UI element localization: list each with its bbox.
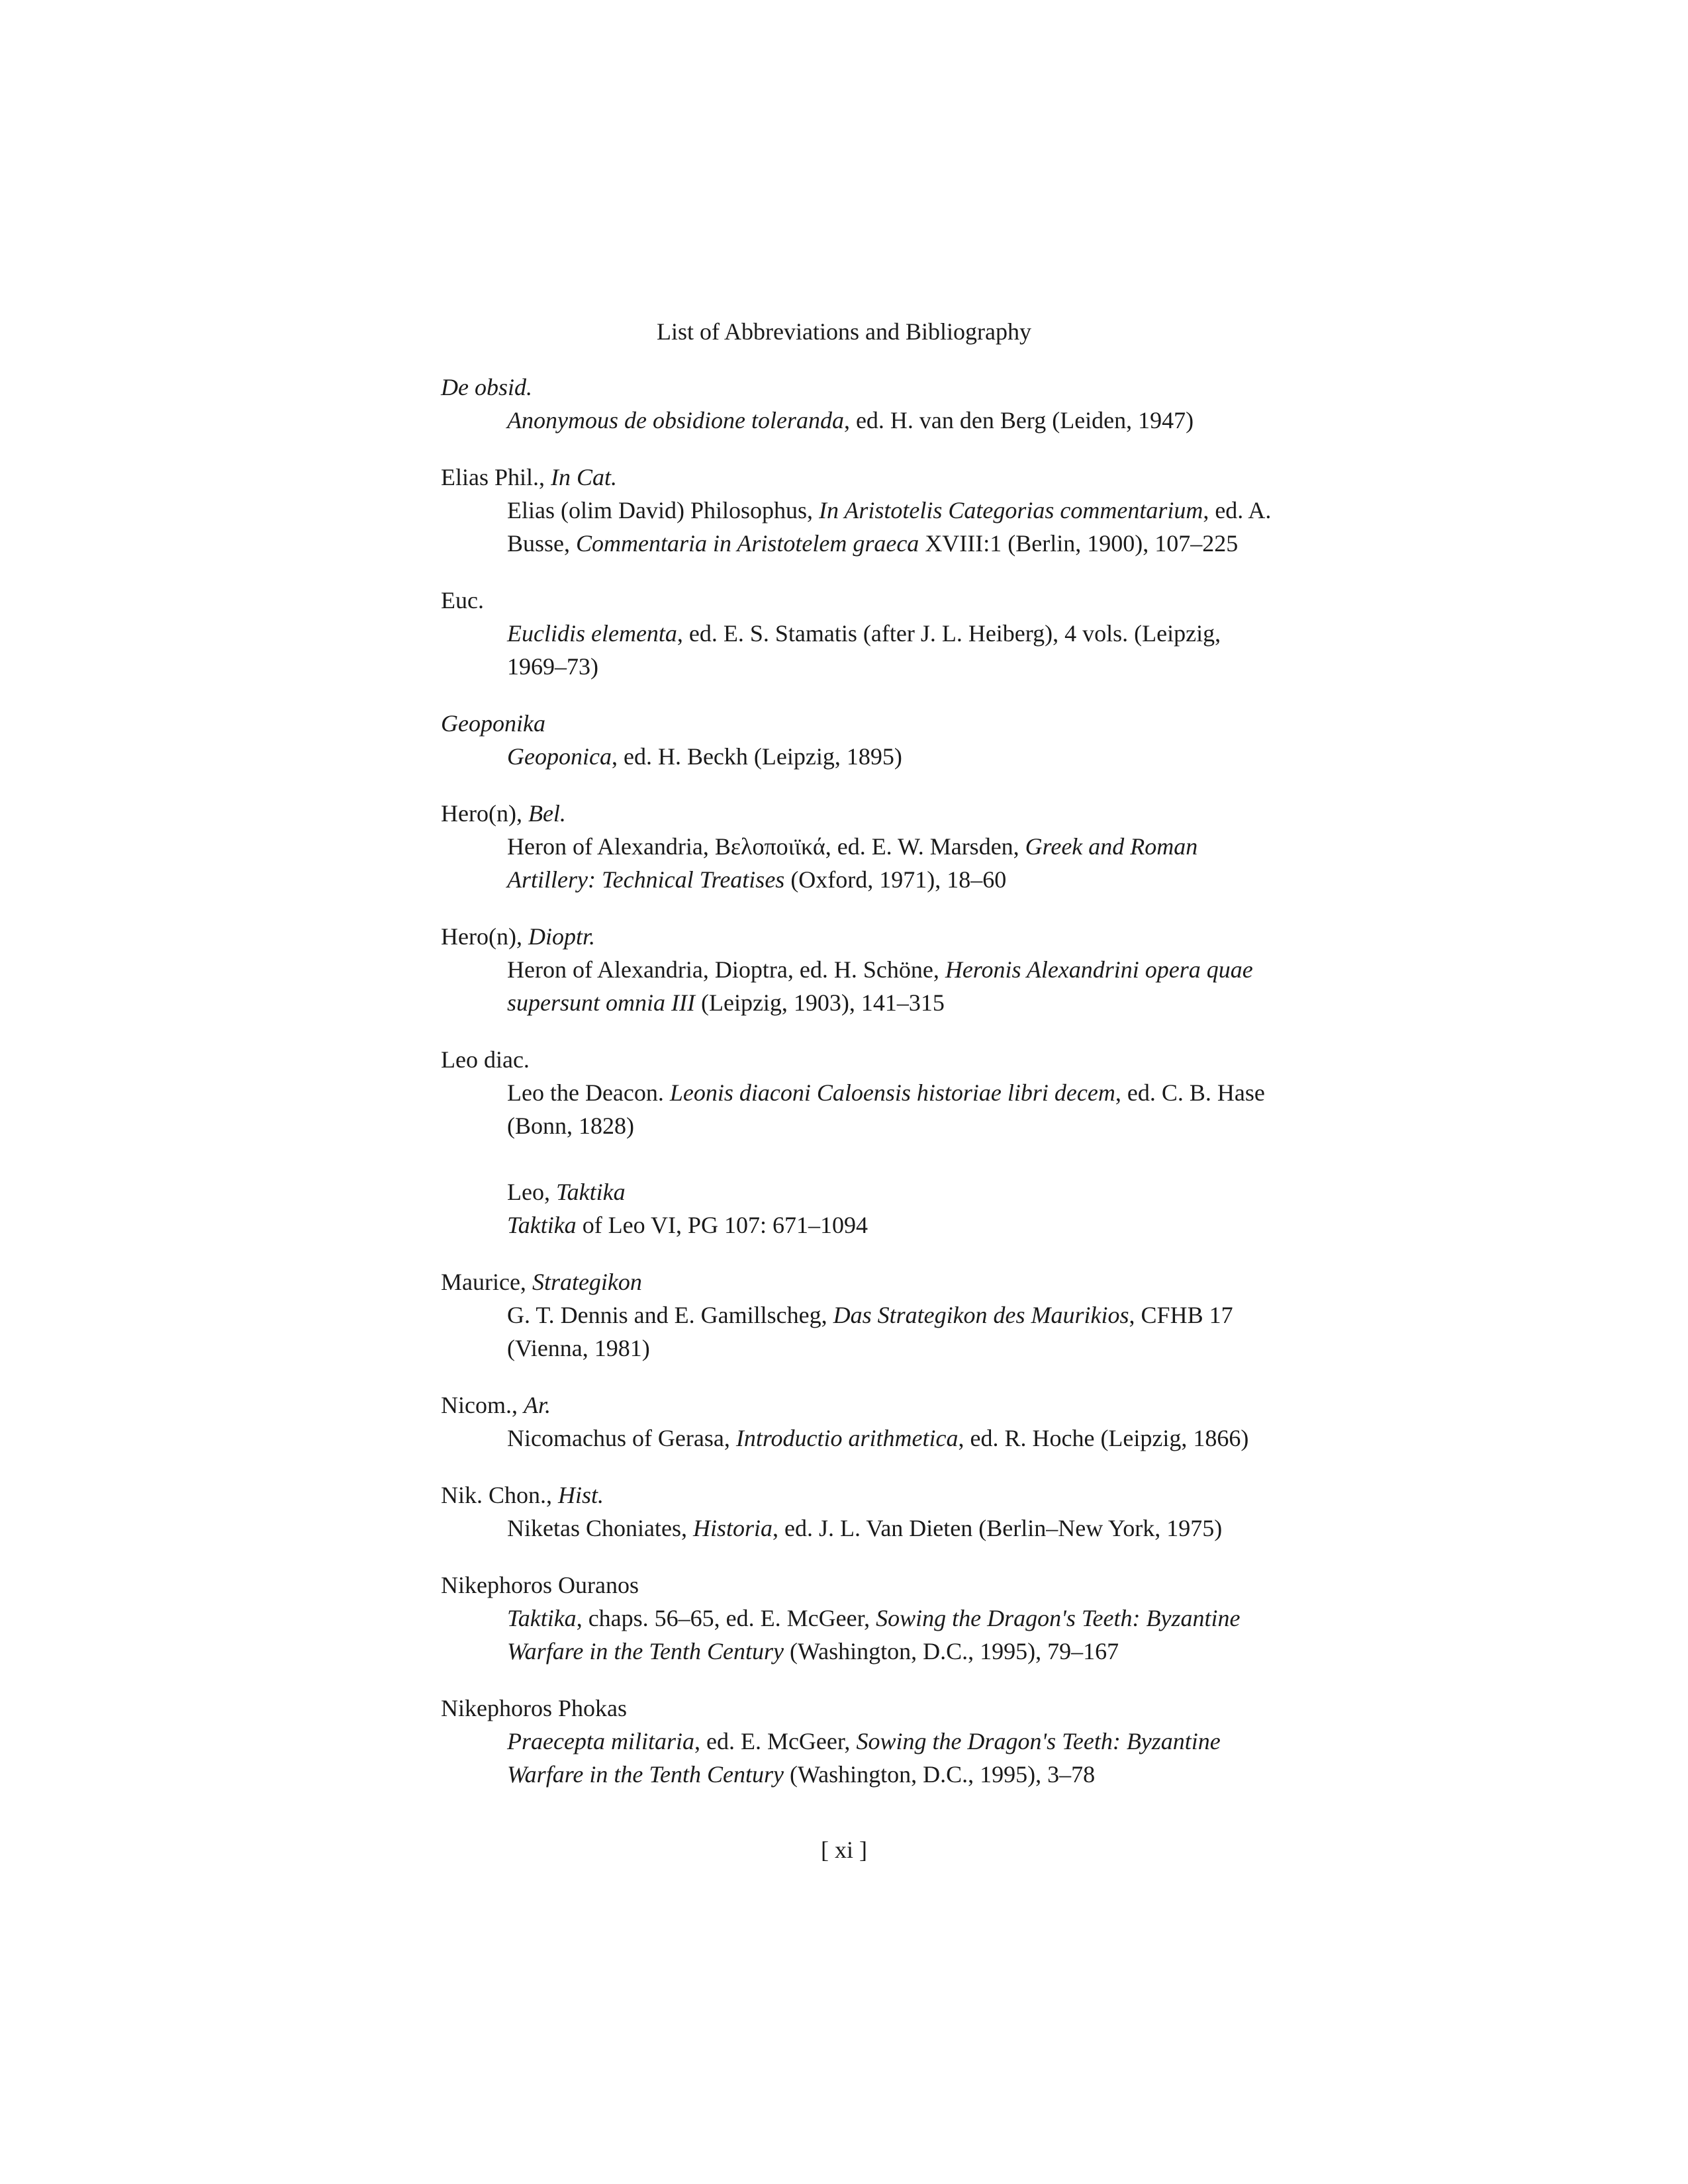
entry-citation-segment: Anonymous de obsidione toleranda	[507, 407, 844, 433]
entry-citation	[507, 617, 1282, 683]
entry-abbreviation-segment: Dioptr.	[528, 923, 595, 950]
entry-abbreviation	[441, 1692, 1282, 1725]
entry-citation	[507, 740, 1282, 773]
bibliography-entry	[441, 371, 1282, 437]
entry-citation-segment: Praecepta militaria	[507, 1728, 694, 1754]
entry-abbreviation-segment: Hero(n),	[441, 800, 528, 827]
entry-citation-segment: Taktika	[507, 1605, 577, 1631]
bibliography-entry	[441, 461, 1282, 560]
entry-abbreviation-segment: Ar.	[523, 1392, 551, 1418]
entry-citation-segment: Historia	[692, 1515, 773, 1541]
bibliography-entry	[441, 1265, 1282, 1365]
entry-citation	[507, 1512, 1282, 1545]
entry-abbreviation-segment: Taktika	[555, 1179, 626, 1205]
entry-abbreviation-segment: Leo diac.	[441, 1046, 530, 1073]
entry-citation	[507, 1602, 1282, 1668]
entry-citation-segment: , ed. E. McGeer,	[694, 1728, 857, 1754]
entry-citation-segment: Euclidis elementa	[507, 620, 677, 647]
entry-abbreviation	[441, 920, 1282, 953]
entry-citation-segment: Commentaria in Aristotelem graeca	[576, 530, 919, 557]
entry-citation	[507, 830, 1282, 896]
bibliography-entry	[441, 707, 1282, 773]
entry-citation	[507, 494, 1282, 560]
entry-citation-segment: Leo the Deacon.	[507, 1079, 670, 1106]
entry-citation-segment: Taktika	[507, 1212, 577, 1238]
entry-citation	[507, 1725, 1282, 1791]
bibliography-list	[441, 371, 1282, 1815]
entry-abbreviation	[441, 1043, 1282, 1076]
entry-citation-segment: (Washington, D.C., 1995), 79–167	[784, 1638, 1119, 1664]
entry-abbreviation	[441, 1388, 1282, 1422]
bibliography-entry	[441, 1692, 1282, 1791]
entry-citation-segment: , ed. H. Beckh (Leipzig, 1895)	[611, 743, 902, 770]
entry-citation-segment: , ed. H. van den Berg (Leiden, 1947)	[843, 407, 1194, 433]
bibliography-entry	[441, 1175, 1282, 1242]
entry-abbreviation-segment: Euc.	[441, 587, 484, 614]
bibliography-entry	[441, 1479, 1282, 1545]
bibliography-entry	[441, 1569, 1282, 1668]
entry-citation-segment: of Leo VI, PG 107: 671–1094	[576, 1212, 868, 1238]
entry-abbreviation-segment: Bel.	[528, 800, 566, 827]
entry-abbreviation-segment: Strategikon	[532, 1269, 642, 1295]
bibliography-entry	[441, 1388, 1282, 1455]
entry-citation-segment: Greek and Roman Artillery: Technical Treatises	[507, 833, 1198, 893]
entry-citation-segment: In Aristotelis Categorias commentarium	[819, 497, 1203, 523]
entry-abbreviation-segment: Nicom.,	[441, 1392, 524, 1418]
entry-citation-segment: Sowing the Dragon's Teeth: Byzantine Warfare in the Tenth Century	[507, 1728, 1221, 1788]
entry-citation-segment: G. T. Dennis and E. Gamillscheg,	[507, 1302, 833, 1328]
page-number: [ xi ]	[821, 1837, 867, 1863]
entry-citation-segment: , ed. R. Hoche (Leipzig, 1866)	[958, 1425, 1249, 1451]
bibliography-entry	[441, 1043, 1282, 1142]
entry-citation	[507, 1076, 1282, 1142]
entry-abbreviation	[441, 461, 1282, 494]
entry-abbreviation-segment: Nikephoros Phokas	[441, 1695, 627, 1721]
entry-abbreviation-segment: Nikephoros Ouranos	[441, 1572, 639, 1598]
entry-abbreviation	[441, 797, 1282, 830]
bibliography-entry	[441, 920, 1282, 1019]
entry-citation-segment: Sowing the Dragon's Teeth: Byzantine Warfare in the Tenth Century	[507, 1605, 1241, 1664]
bibliography-entry	[441, 797, 1282, 896]
entry-abbreviation-segment: Maurice,	[441, 1269, 532, 1295]
entry-citation-segment: Nicomachus of Gerasa,	[507, 1425, 736, 1451]
entry-citation-segment: , ed. J. L. Van Dieten (Berlin–New York, 1975)	[772, 1515, 1223, 1541]
entry-abbreviation	[441, 1569, 1282, 1602]
entry-abbreviation-segment: Leo,	[507, 1179, 556, 1205]
entry-citation-segment: , chaps. 56–65, ed. E. McGeer,	[576, 1605, 876, 1631]
running-head: List of Abbreviations and Bibliography	[657, 318, 1031, 345]
entry-citation-segment: , ed. E. S. Stamatis (after J. L. Heiberg), 4 vols. (Leipzig, 1969–73)	[507, 620, 1221, 680]
entry-citation	[507, 1298, 1282, 1365]
entry-abbreviation-segment: Hist.	[558, 1482, 604, 1508]
entry-citation-segment: , ed. A. Busse,	[507, 497, 1272, 557]
entry-abbreviation	[441, 707, 1282, 740]
entry-citation-segment: , CFHB 17 (Vienna, 1981)	[507, 1302, 1233, 1361]
entry-abbreviation	[507, 1175, 1282, 1208]
entry-abbreviation-segment: In Cat.	[551, 464, 618, 490]
entry-citation-segment: Introductio arithmetica	[735, 1425, 959, 1451]
entry-citation	[507, 1208, 1282, 1242]
entry-abbreviation-segment: Geoponika	[441, 710, 545, 737]
entry-abbreviation-segment: Hero(n),	[441, 923, 528, 950]
entry-citation-segment: XVIII:1 (Berlin, 1900), 107–225	[919, 530, 1239, 557]
entry-citation-segment: Das Strategikon des Maurikios	[833, 1302, 1129, 1328]
entry-abbreviation-segment: Elias Phil.,	[441, 464, 551, 490]
entry-citation	[507, 404, 1282, 437]
bibliography-entry	[441, 584, 1282, 683]
entry-citation-segment: Geoponica	[507, 743, 612, 770]
entry-citation-segment: (Leipzig, 1903), 141–315	[694, 989, 945, 1016]
entry-citation-segment: Leonis diaconi Caloensis historiae libri decem	[669, 1079, 1115, 1106]
entry-citation-segment: Heron of Alexandria, Dioptra, ed. H. Schöne,	[507, 956, 945, 983]
entry-abbreviation-segment: De obsid.	[441, 374, 532, 400]
entry-citation	[507, 953, 1282, 1019]
entry-citation-segment: Heronis Alexandrini opera quae supersunt omnia III	[507, 956, 1253, 1016]
entry-abbreviation	[441, 584, 1282, 617]
entry-citation-segment: Heron of Alexandria, Βελοποιϊκά, ed. E. W. Marsden,	[507, 833, 1025, 860]
entry-abbreviation-segment: Nik. Chon.,	[441, 1482, 559, 1508]
entry-citation-segment: , ed. C. B. Hase (Bonn, 1828)	[507, 1079, 1265, 1139]
entry-citation	[507, 1422, 1282, 1455]
entry-citation-segment: (Washington, D.C., 1995), 3–78	[784, 1761, 1096, 1788]
entry-citation-segment: Niketas Choniates,	[507, 1515, 693, 1541]
entry-citation-segment: Elias (olim David) Philosophus,	[507, 497, 819, 523]
entry-abbreviation	[441, 1479, 1282, 1512]
entry-citation-segment: (Oxford, 1971), 18–60	[784, 866, 1007, 893]
entry-abbreviation	[441, 371, 1282, 404]
entry-abbreviation	[441, 1265, 1282, 1298]
